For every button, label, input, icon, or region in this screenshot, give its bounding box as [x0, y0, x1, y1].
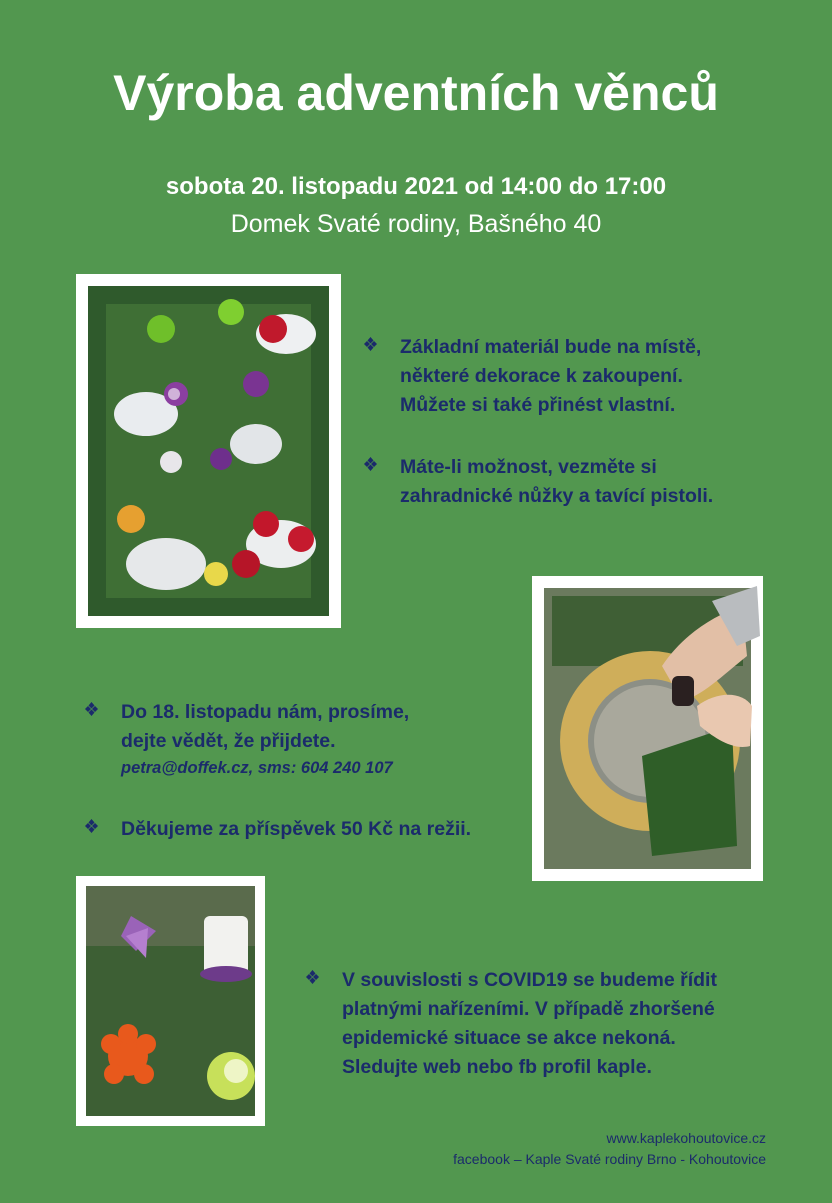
facebook-link[interactable]: facebook – Kaple Svaté rodiny Brno - Kohoutovice [453, 1151, 766, 1167]
contact-info[interactable]: petra@doffek.cz, sms: 604 240 107 [121, 759, 393, 777]
diamond-bullet-icon [300, 966, 326, 995]
bullet-line: platnými nařízeními. V případě zhoršené [342, 998, 715, 1020]
bullet-line: Máte-li možnost, vezměte si [400, 456, 657, 478]
bullet-item [300, 966, 770, 1086]
wreath-photo-2 [532, 576, 763, 881]
bullet-item [79, 698, 499, 786]
bullet-line: epidemické situace se akce nekoná. [342, 1027, 676, 1049]
bullet-item [358, 453, 778, 513]
bullet-line: Do 18. listopadu nám, prosíme, [121, 701, 410, 723]
diamond-bullet-icon [358, 333, 384, 362]
bullet-line: V souvislosti s COVID19 se budeme řídit [342, 969, 717, 991]
bullet-line: Sledujte web nebo fb profil kaple. [342, 1056, 652, 1078]
event-date: sobota 20. listopadu 2021 od 14:00 do 17:00 [165, 173, 667, 200]
diamond-bullet-icon [358, 453, 384, 482]
footer [360, 1128, 766, 1170]
bullet-line: Můžete si také přinést vlastní. [400, 394, 676, 416]
bullet-line: některé dekorace k zakoupení. [400, 365, 683, 387]
event-place: Domek Svaté rodiny, Bašného 40 [230, 210, 602, 238]
diamond-bullet-icon [79, 815, 105, 844]
diamond-bullet-icon [79, 698, 105, 727]
bullet-line: Děkujeme za příspěvek 50 Kč na režii. [121, 818, 472, 840]
bullet-line: dejte vědět, že přijdete. [121, 730, 336, 752]
bullet-line: zahradnické nůžky a tavící pistoli. [400, 485, 714, 507]
page-title: Výroba adventních věnců [113, 65, 719, 121]
bullet-item [358, 333, 778, 423]
wreath-photo-1 [76, 274, 341, 628]
website-link[interactable]: www.kaplekohoutovice.cz [606, 1130, 766, 1146]
wreath-photo-3 [76, 876, 265, 1126]
bullet-item [79, 815, 519, 845]
bullet-line: Základní materiál bude na místě, [400, 336, 702, 358]
